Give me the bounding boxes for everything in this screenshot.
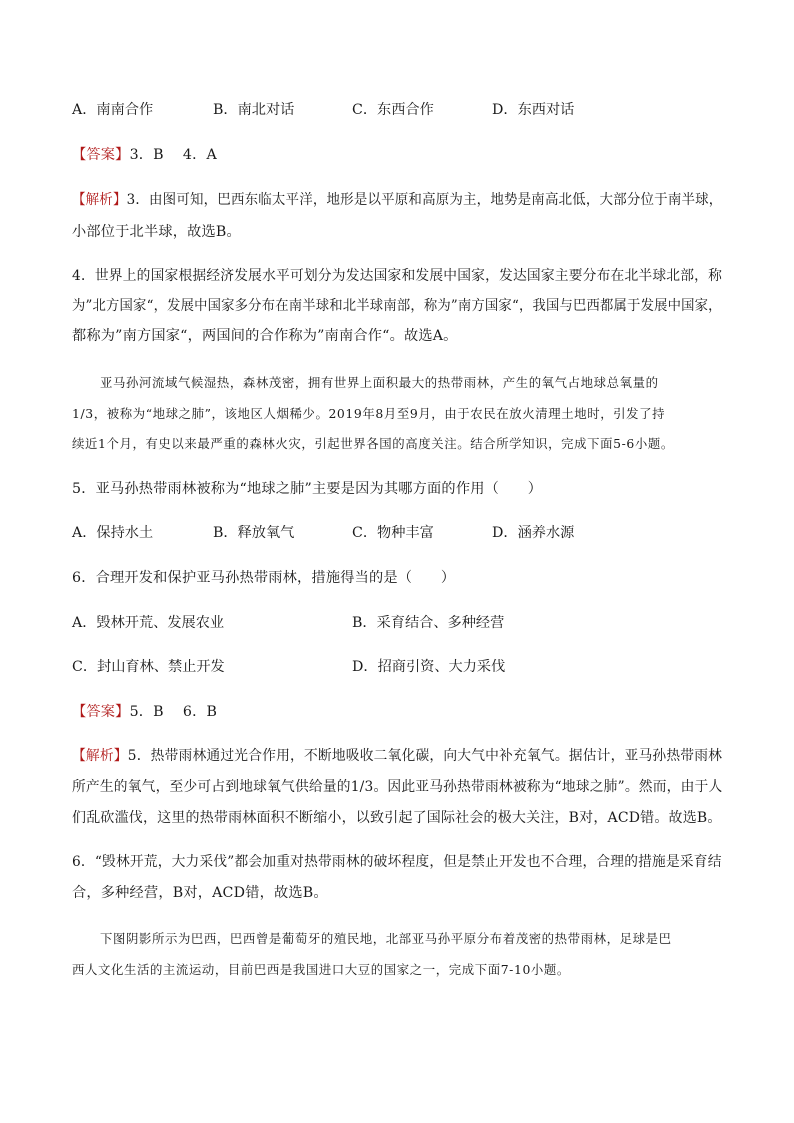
q4-option-b: B．南北对话 [213,102,295,118]
q5-option-d: D．涵养水源 [492,525,575,541]
analysis-3-line-2: 小部位于北半球，故选B。 [72,224,241,240]
analysis-tag: 【解析】 [72,192,127,208]
answer-3-4 [72,145,217,165]
analysis-5-line-2: 所产生的氧气，至少可占到地球氧气供给量的1/3。因此亚马孙热带雨林被称为“地球之肺”。然而，由于人 [72,779,723,795]
q5-option-a: A．保持水土 [72,525,154,541]
q5-option-b: B．释放氧气 [213,525,295,541]
analysis-tag: 【解析】 [72,748,128,764]
q4-option-c: C．东西合作 [352,102,434,118]
q5-option-c: C．物种丰富 [352,525,434,541]
q6-option-c: C．封山育林、禁止开发 [72,659,225,675]
q4-option-a: A．南南合作 [72,102,154,118]
analysis-4-line-1: 4．世界上的国家根据经济发展水平可划分为发达国家和发展中国家，发达国家主要分布在北半球北部，称 [72,268,723,284]
analysis-4-line-2: 为”北方国家“，发展中国家多分布在南半球和北半球南部，称为”南方国家“，我国与巴西都属于发展中国家， [72,298,722,314]
answer-tag: 【答案】 [72,704,130,720]
answer-5-6 [72,702,217,722]
analysis-text: 3．由图可知，巴西东临太平洋，地形是以平原和高原为主，地势是南高北低，大部分位于南半球， [126,192,723,208]
q6-stem: 6．合理开发和保护亚马孙热带雨林，措施得当的是（ ） [72,570,456,586]
passage-2-line-2: 西人文化生活的主流运动，目前巴西是我国进口大豆的国家之一，完成下面7-10小题。 [72,962,570,977]
answer-tag: 【答案】 [72,147,130,163]
answer-text: 5．B 6．B [129,704,218,720]
q5-stem: 5．亚马孙热带雨林被称为“地球之肺”主要是因为其哪方面的作用（ ） [72,481,543,497]
analysis-5-line-3: 们乱砍滥伐，这里的热带雨林面积不断缩小，以致引起了国际社会的极大关注，B对，ACD错。故选B。 [72,810,722,826]
analysis-4-line-3: 都称为”南方国家“，两国间的合作称为”南南合作“。故选A。 [72,328,458,344]
analysis-6-line-2: 合，多种经营，B对，ACD错，故选B。 [72,885,328,901]
q4-option-d: D．东西对话 [492,102,575,118]
q6-option-b: B．采育结合、多种经营 [352,615,505,631]
passage-1-line-3: 续近1个月，有史以来最严重的森林火灾，引起世界各国的高度关注。结合所学知识，完成下面5-6小题。 [72,436,674,451]
analysis-text: 5．热带雨林通过光合作用，不断地吸收二氧化碳，向大气中补充氧气。据估计，亚马孙热带雨林 [127,748,723,764]
answer-text: 3．B 4．A [129,147,217,163]
passage-2-line-1: 下图阴影所示为巴西，巴西曾是葡萄牙的殖民地，北部亚马孙平原分布着茂密的热带雨林，足球是巴 [100,931,672,946]
analysis-3-line-1 [72,190,722,210]
q6-option-d: D．招商引资、大力采伐 [352,659,506,675]
analysis-6-line-1: 6．“毁林开荒，大力采伐”都会加重对热带雨林的破坏程度，但是禁止开发也不合理，合理的措施是采育结 [72,854,722,870]
passage-1-line-2: 1/3，被称为“地球之肺”，该地区人烟稀少。2019年8月至9月，由于农民在放火清理土地时，引发了持 [72,406,666,421]
passage-1-line-1: 亚马孙河流域气候湿热，森林茂密，拥有世界上面积最大的热带雨林，产生的氧气占地球总氧量的 [100,375,659,390]
analysis-5-line-1 [72,746,722,766]
q6-option-a: A．毁林开荒、发展农业 [72,615,225,631]
